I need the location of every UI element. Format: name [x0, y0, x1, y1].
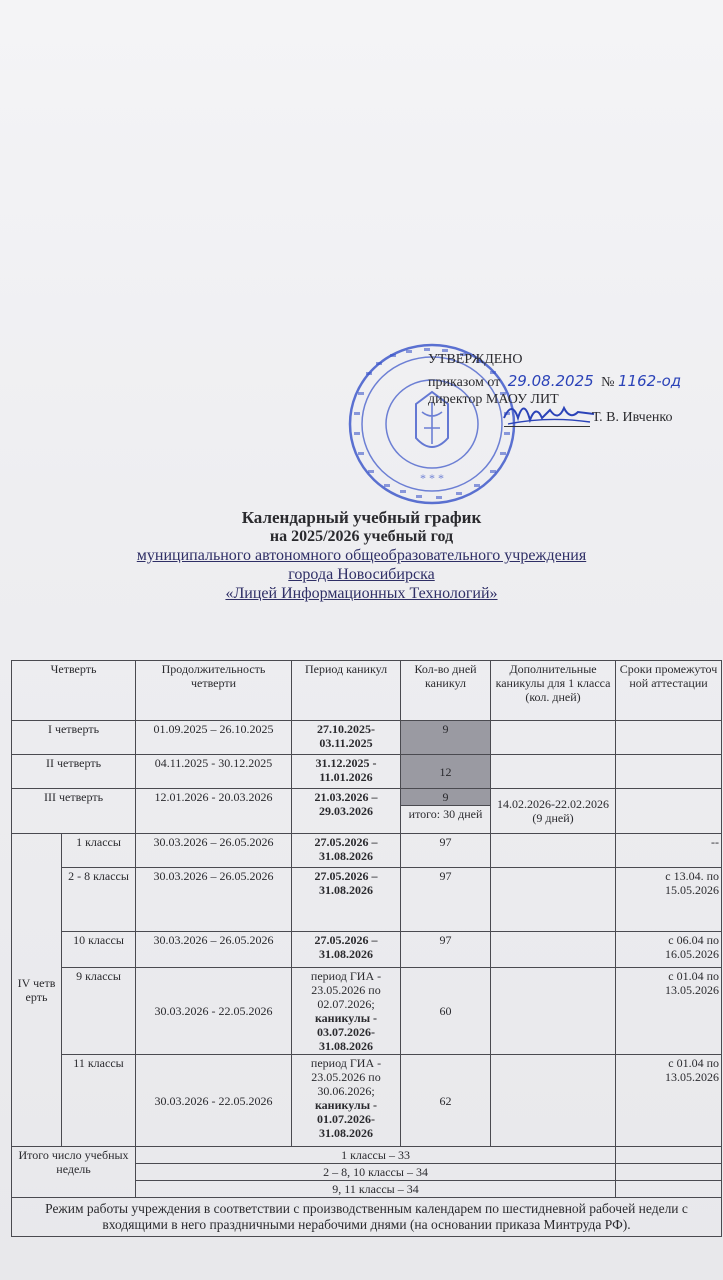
- q4-2-attestation: с 13.04. по 15.05.2026: [616, 868, 722, 932]
- q1-name: I четверть: [12, 721, 136, 755]
- table-row-q4-1: [12, 834, 722, 868]
- q4-2-duration: 30.03.2026 – 26.05.2026: [136, 868, 292, 932]
- q4-3-days: 97: [401, 932, 491, 968]
- table-row-q1: [12, 721, 722, 755]
- q4-name: IV четв ерть: [12, 834, 62, 1147]
- q4-4-period: [292, 968, 401, 1055]
- q4-4-holidays: каникулы - 03.07.2026-31.08.2026: [314, 1011, 378, 1053]
- q1-days: 9: [401, 721, 491, 755]
- q2-extra: [491, 755, 616, 789]
- footer-note: Режим работы учреждения в соответствии с производственным календарем по шестидневной рабочей недели с входящими в него праздничными нерабочими днями (на основании приказа Минтруда РФ).: [12, 1198, 722, 1237]
- table-row-q2: [12, 755, 722, 789]
- q2-attestation: [616, 755, 722, 789]
- q4-4-attestation: с 01.04 по 13.05.2026: [616, 968, 722, 1055]
- director-signature: [498, 392, 598, 432]
- table-row-q4-3: [12, 932, 722, 968]
- approval-block: [0, 0, 723, 500]
- q4-1-class: 1 классы: [62, 834, 136, 868]
- q4-5-extra: [491, 1055, 616, 1147]
- table-row-q3: [12, 789, 722, 806]
- title-line-1: Календарный учебный график: [241, 508, 482, 527]
- title-line-4: города Новосибирска: [288, 566, 435, 583]
- weeks-blank-2: [616, 1164, 722, 1181]
- title-line-2: на 2025/2026 учебный год: [269, 528, 454, 545]
- header-extra: Дополнительные каникулы для 1 класса (кол. дней): [491, 661, 616, 721]
- header-quarter: Четверть: [12, 661, 136, 721]
- director-name: Т. В. Ивченко: [592, 410, 673, 425]
- table-row-q4-5: [12, 1055, 722, 1147]
- q1-holidays: 27.10.2025-03.11.2025: [292, 721, 401, 755]
- weeks-blank-3: [616, 1181, 722, 1198]
- q4-5-gia: период ГИА - 23.05.2026 по 30.06.2026;: [310, 1056, 382, 1098]
- document-title: [0, 508, 723, 603]
- q4-4-gia: период ГИА - 23.05.2026 по 02.07.2026;: [310, 969, 382, 1011]
- table-header-row: [12, 661, 722, 721]
- q4-4-class: 9 классы: [62, 968, 136, 1055]
- q4-1-holidays: 27.05.2026 – 31.08.2026: [292, 834, 401, 868]
- q4-1-duration: 30.03.2026 – 26.05.2026: [136, 834, 292, 868]
- q3-attestation: [616, 789, 722, 834]
- order-date: 29.08.2025: [507, 372, 594, 390]
- q4-4-duration: 30.03.2026 - 22.05.2026: [136, 968, 292, 1055]
- q2-days: 12: [401, 755, 491, 789]
- q2-holidays: 31.12.2025 - 11.01.2026: [292, 755, 401, 789]
- table-row-q4-4: [12, 968, 722, 1055]
- table-row-footer: [12, 1198, 722, 1237]
- approval-title: УТВЕРЖДЕНО: [428, 352, 523, 367]
- q1-duration: 01.09.2025 – 26.10.2025: [136, 721, 292, 755]
- q4-3-duration: 30.03.2026 – 26.05.2026: [136, 932, 292, 968]
- q3-total: итого: 30 дней: [401, 806, 491, 834]
- q4-1-days: 97: [401, 834, 491, 868]
- header-holidays: Период каникул: [292, 661, 401, 721]
- schedule-table: [11, 660, 722, 1237]
- title-line-3: муниципального автономного общеобразовательного учреждения: [136, 547, 587, 564]
- header-days: Кол-во дней каникул: [401, 661, 491, 721]
- q3-days: 9: [401, 789, 491, 806]
- q4-3-extra: [491, 932, 616, 968]
- weeks-label: Итого число учебных недель: [12, 1147, 136, 1198]
- weeks-line-3: 9, 11 классы – 34: [136, 1181, 616, 1198]
- q4-1-attestation: --: [616, 834, 722, 868]
- q3-holidays: 21.03.2026 – 29.03.2026: [292, 789, 401, 834]
- order-number-sign: №: [601, 375, 615, 390]
- q2-name: II четверть: [12, 755, 136, 789]
- q1-extra: [491, 721, 616, 755]
- q4-1-extra: [491, 834, 616, 868]
- weeks-line-1: 1 классы – 33: [136, 1147, 616, 1164]
- q4-3-holidays: 27.05.2026 – 31.08.2026: [292, 932, 401, 968]
- director-line: директор МАОУ ЛИТ: [428, 392, 559, 407]
- table-row-q4-2: [12, 868, 722, 932]
- q2-duration: 04.11.2025 - 30.12.2025: [136, 755, 292, 789]
- q4-5-class: 11 классы: [62, 1055, 136, 1147]
- q4-3-class: 10 классы: [62, 932, 136, 968]
- q4-2-extra: [491, 868, 616, 932]
- q1-attestation: [616, 721, 722, 755]
- title-line-5: «Лицей Информационных Технологий»: [225, 585, 498, 602]
- weeks-line-2: 2 – 8, 10 классы – 34: [136, 1164, 616, 1181]
- q4-2-class: 2 - 8 классы: [62, 868, 136, 932]
- svg-text:* * *: * * *: [420, 471, 444, 485]
- approval-order-line: [428, 372, 681, 391]
- q4-5-period: [292, 1055, 401, 1147]
- order-prefix: приказом от: [428, 375, 501, 390]
- q3-name: III четверть: [12, 789, 136, 834]
- q4-3-attestation: с 06.04 по 16.05.2026: [616, 932, 722, 968]
- table-row-weeks-1: [12, 1147, 722, 1164]
- q3-duration: 12.01.2026 - 20.03.2026: [136, 789, 292, 834]
- q4-5-holidays: каникулы - 01.07.2026-31.08.2026: [314, 1098, 378, 1140]
- q4-5-duration: 30.03.2026 - 22.05.2026: [136, 1055, 292, 1147]
- q4-4-days: 60: [401, 968, 491, 1055]
- q3-extra: 14.02.2026-22.02.2026 (9 дней): [491, 789, 616, 834]
- weeks-blank-1: [616, 1147, 722, 1164]
- header-attestation: Сроки промежуточ ной аттестации: [616, 661, 722, 721]
- order-number: 1162-од: [618, 372, 682, 390]
- q4-2-days: 97: [401, 868, 491, 932]
- q4-5-days: 62: [401, 1055, 491, 1147]
- q4-5-attestation: с 01.04 по 13.05.2026: [616, 1055, 722, 1147]
- header-duration: Продолжительность четверти: [136, 661, 292, 721]
- q4-4-extra: [491, 968, 616, 1055]
- q4-2-holidays: 27.05.2026 – 31.08.2026: [292, 868, 401, 932]
